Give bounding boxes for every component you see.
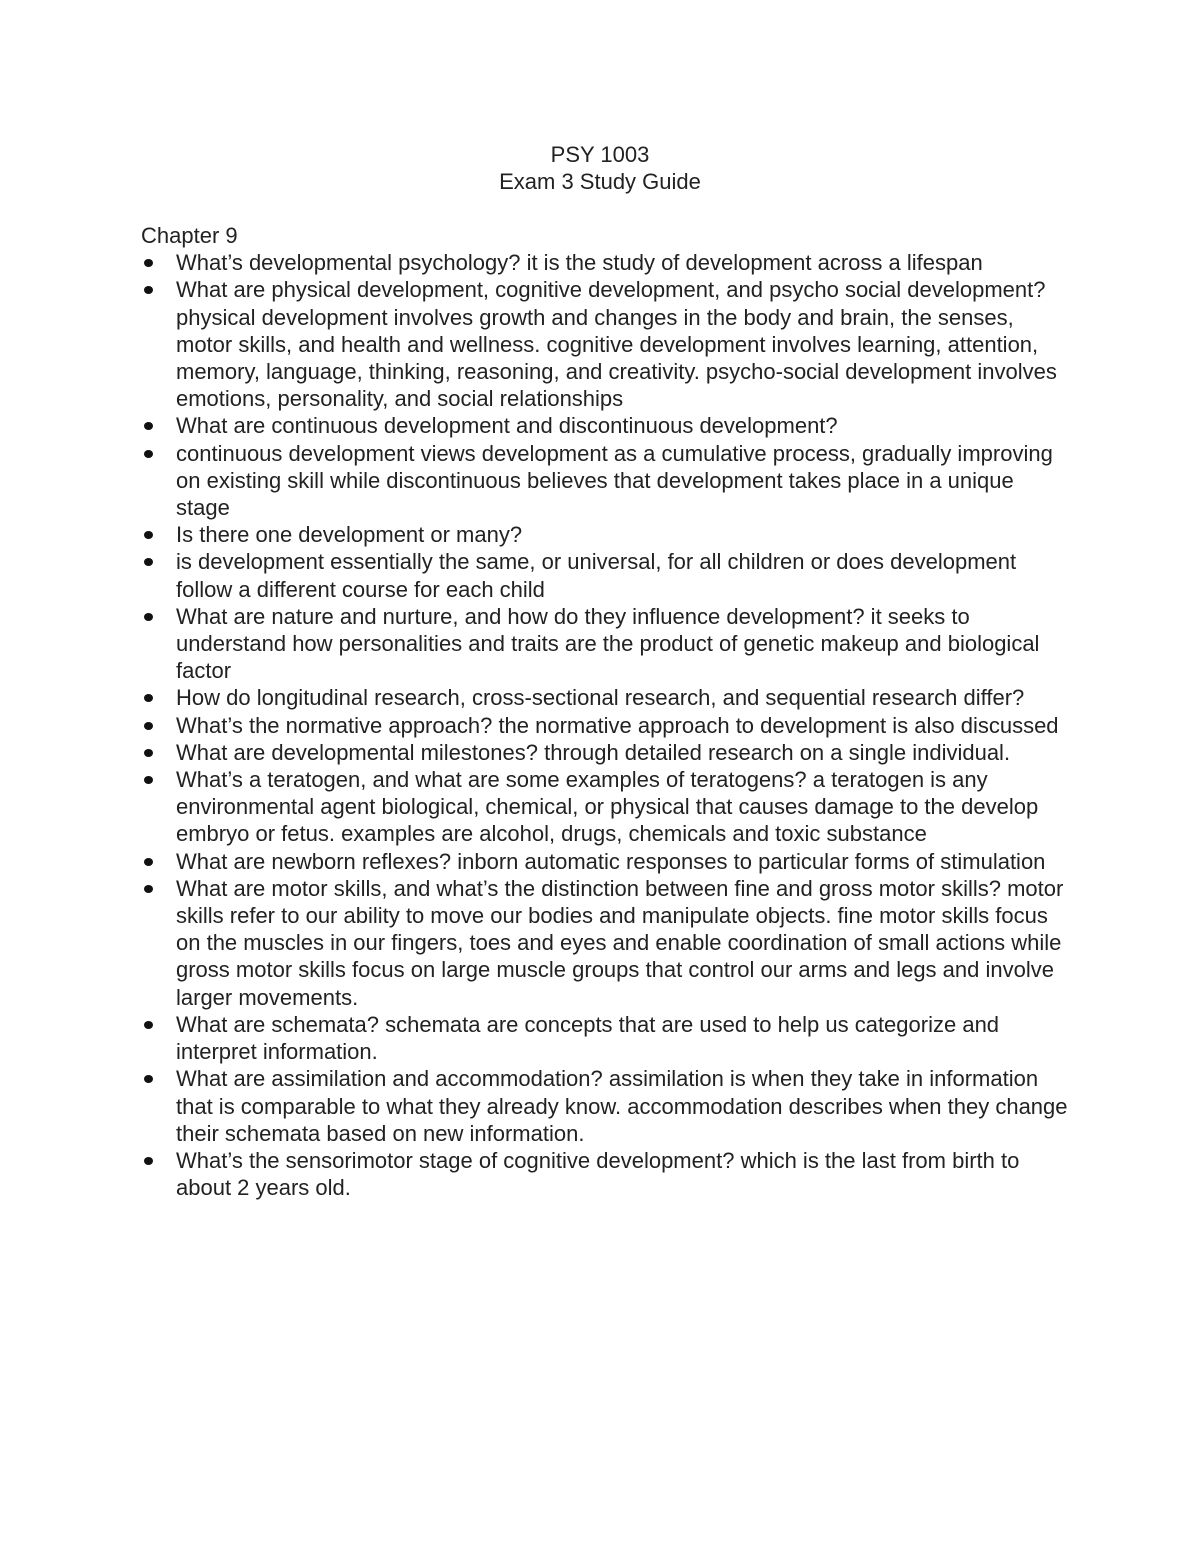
list-item — [141, 412, 1071, 439]
list-item-text: What are schemata? schemata are concepts that are used to help us categorize and interpret information. — [176, 1011, 1000, 1065]
bullet-icon — [144, 885, 153, 893]
list-item — [141, 1065, 1071, 1147]
list-item — [141, 440, 1071, 522]
list-item — [141, 521, 1071, 548]
list-item-text: What’s developmental psychology? it is the study of development across a lifespan — [176, 250, 983, 276]
list-item-text: is development essentially the same, or universal, for all children or does development follow a different course for each child — [176, 549, 1017, 602]
bullet-icon — [144, 450, 153, 458]
list-item-text: What are motor skills, and what’s the distinction between fine and gross motor skills? motor skills refer to our ability to move our bodies and manipulate objects. fine motor skills focus on the muscles in our fingers, toes and eyes and enable coordination of small actions while gross motor skills focus on large muscle groups that control our arms and legs and involve larger movements. — [176, 875, 1064, 1010]
course-code: PSY 1003 — [550, 142, 650, 167]
list-item — [141, 712, 1071, 739]
bullet-icon — [144, 286, 153, 294]
list-item — [141, 739, 1071, 766]
list-item-text: What are nature and nurture, and how do they influence development? it seeks to understand how personalities and traits are the product of genetic makeup and biological factor — [176, 603, 1040, 684]
chapter-heading: Chapter 9 — [141, 223, 238, 248]
list-item-text: How do longitudinal research, cross-sectional research, and sequential research differ? — [176, 685, 1025, 711]
list-item-text: What’s the sensorimotor stage of cognitive development? which is the last from birth to about 2 years old. — [176, 1147, 1020, 1201]
bullet-icon — [144, 858, 153, 866]
bullet-icon — [144, 558, 153, 566]
bullet-icon — [144, 531, 153, 539]
bullet-icon — [144, 1021, 153, 1029]
list-item-text: Is there one development or many? — [176, 522, 523, 548]
list-item — [141, 848, 1071, 875]
bullet-icon — [144, 749, 153, 757]
list-item-text: What’s the normative approach? the normative approach to development is also discussed — [176, 712, 1059, 738]
list-item — [141, 603, 1071, 685]
bullet-icon — [144, 259, 153, 267]
list-item-text: What are continuous development and discontinuous development? — [176, 413, 838, 439]
list-item-text: What are assimilation and accommodation? assimilation is when they take in information that is comparable to what they already know. accommodation describes when they change their schemata based on new information. — [176, 1066, 1068, 1146]
list-item — [141, 1011, 1071, 1065]
bullet-icon — [144, 1075, 153, 1083]
list-item-text: What’s a teratogen, and what are some examples of teratogens? a teratogen is any environmental agent biological, chemical, or physical that causes damage to the develop embryo or fetus. examples are alcohol, drugs, chemicals and toxic substance — [176, 767, 1039, 847]
document-header — [0, 141, 1200, 195]
list-item — [141, 1147, 1071, 1201]
bullet-icon — [144, 613, 153, 621]
bullet-icon — [144, 1157, 153, 1165]
list-item-text: continuous development views development as a cumulative process, gradually improving on existing skill while discontinuous believes that development takes place in a unique stage — [176, 440, 1053, 521]
list-item — [141, 249, 1071, 276]
list-item-text: What are newborn reflexes? inborn automatic responses to particular forms of stimulation — [176, 848, 1046, 874]
document-title: Exam 3 Study Guide — [499, 169, 701, 195]
bullet-icon — [144, 722, 153, 730]
bullet-icon — [144, 776, 153, 784]
list-item — [141, 766, 1071, 848]
bullet-icon — [144, 422, 153, 430]
study-question-list — [141, 249, 1071, 1201]
list-item-text: What are developmental milestones? through detailed research on a single individual. — [176, 739, 1011, 765]
document-body — [141, 222, 1071, 1201]
list-item — [141, 684, 1071, 711]
list-item-text: What are physical development, cognitive development, and psycho social development? physical development involves growth and changes in the body and brain, the senses, motor skills, and health and wellness. cognitive development involves learning, attention, memory, language, thinking, reasoning, and creativity. psycho-social development involves emotions, personality, and social relationships — [176, 277, 1057, 412]
list-item — [141, 875, 1071, 1011]
bullet-icon — [144, 694, 153, 702]
list-item — [141, 276, 1071, 412]
list-item — [141, 548, 1071, 602]
